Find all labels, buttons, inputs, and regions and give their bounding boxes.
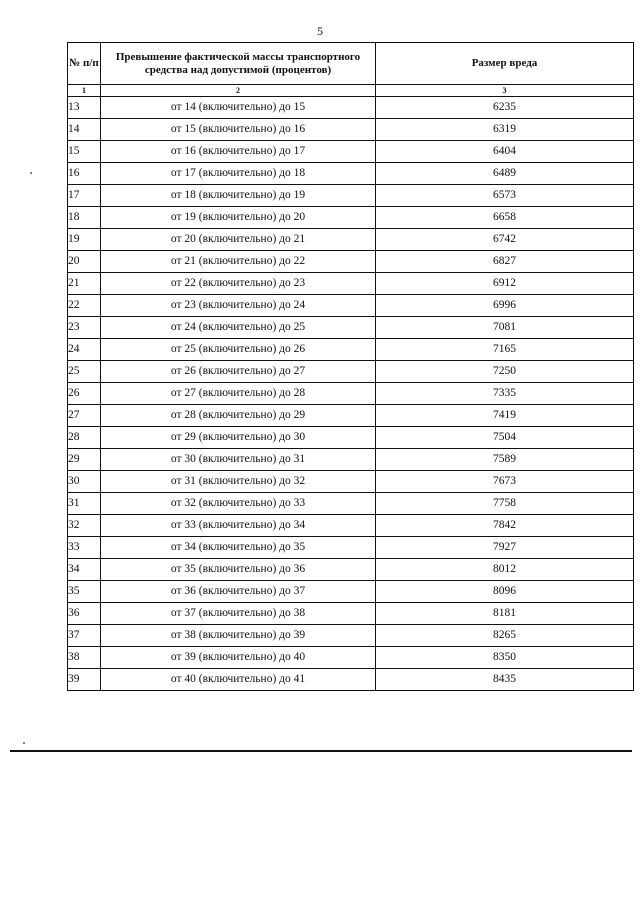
table-row [68, 273, 634, 295]
table-row [68, 141, 634, 163]
row-number: 19 [68, 229, 101, 251]
row-number: 20 [68, 251, 101, 273]
table-row [68, 295, 634, 317]
row-number: 37 [68, 625, 101, 647]
table-row [68, 119, 634, 141]
mass-excess-range: от 31 (включительно) до 32 [101, 471, 376, 493]
harm-amount: 6742 [376, 229, 634, 251]
row-number: 27 [68, 405, 101, 427]
mass-excess-range: от 32 (включительно) до 33 [101, 493, 376, 515]
mass-excess-range: от 20 (включительно) до 21 [101, 229, 376, 251]
table-row [68, 229, 634, 251]
harm-amount: 7589 [376, 449, 634, 471]
table-row [68, 559, 634, 581]
harm-amount: 8350 [376, 647, 634, 669]
harm-amount: 7673 [376, 471, 634, 493]
row-number: 22 [68, 295, 101, 317]
row-number: 23 [68, 317, 101, 339]
mass-excess-range: от 36 (включительно) до 37 [101, 581, 376, 603]
mass-excess-range: от 14 (включительно) до 15 [101, 97, 376, 119]
column-number: 1 [68, 85, 101, 97]
mass-excess-range: от 30 (включительно) до 31 [101, 449, 376, 471]
mass-excess-range: от 18 (включительно) до 19 [101, 185, 376, 207]
mass-excess-range: от 15 (включительно) до 16 [101, 119, 376, 141]
table-row [68, 603, 634, 625]
harm-amount: 6235 [376, 97, 634, 119]
harm-amount: 6658 [376, 207, 634, 229]
table-row [68, 537, 634, 559]
mass-excess-range: от 38 (включительно) до 39 [101, 625, 376, 647]
row-number: 32 [68, 515, 101, 537]
column-number: 2 [101, 85, 376, 97]
harm-amount: 7504 [376, 427, 634, 449]
mass-excess-range: от 21 (включительно) до 22 [101, 251, 376, 273]
mass-excess-range: от 29 (включительно) до 30 [101, 427, 376, 449]
table-row [68, 669, 634, 691]
table-row [68, 625, 634, 647]
row-number: 28 [68, 427, 101, 449]
harm-amount: 7419 [376, 405, 634, 427]
mass-excess-range: от 16 (включительно) до 17 [101, 141, 376, 163]
harm-table [67, 42, 634, 691]
table-row [68, 471, 634, 493]
mass-excess-range: от 37 (включительно) до 38 [101, 603, 376, 625]
table-row [68, 493, 634, 515]
mass-excess-range: от 34 (включительно) до 35 [101, 537, 376, 559]
row-number: 33 [68, 537, 101, 559]
row-number: 18 [68, 207, 101, 229]
harm-amount: 6996 [376, 295, 634, 317]
harm-amount: 7250 [376, 361, 634, 383]
harm-amount: 6827 [376, 251, 634, 273]
harm-amount: 6573 [376, 185, 634, 207]
row-number: 39 [68, 669, 101, 691]
row-number: 31 [68, 493, 101, 515]
table-row [68, 97, 634, 119]
row-number: 17 [68, 185, 101, 207]
mass-excess-range: от 35 (включительно) до 36 [101, 559, 376, 581]
header-description: Превышение фактической массы транспортного средства над допустимой (процентов) [101, 43, 376, 85]
row-number: 14 [68, 119, 101, 141]
header-size: Размер вреда [376, 43, 634, 85]
mass-excess-range: от 17 (включительно) до 18 [101, 163, 376, 185]
header-number: № п/п [68, 43, 101, 85]
mass-excess-range: от 40 (включительно) до 41 [101, 669, 376, 691]
mass-excess-range: от 33 (включительно) до 34 [101, 515, 376, 537]
mass-excess-range: от 28 (включительно) до 29 [101, 405, 376, 427]
row-number: 34 [68, 559, 101, 581]
harm-amount: 7165 [376, 339, 634, 361]
mass-excess-range: от 26 (включительно) до 27 [101, 361, 376, 383]
row-number: 16 [68, 163, 101, 185]
table-row [68, 427, 634, 449]
harm-amount: 8181 [376, 603, 634, 625]
harm-amount: 8265 [376, 625, 634, 647]
row-number: 21 [68, 273, 101, 295]
mass-excess-range: от 39 (включительно) до 40 [101, 647, 376, 669]
harm-amount: 8435 [376, 669, 634, 691]
table-header-row [68, 43, 634, 85]
row-number: 26 [68, 383, 101, 405]
scan-speck [23, 742, 25, 744]
bottom-rule [10, 750, 632, 752]
column-number: 3 [376, 85, 634, 97]
table-row [68, 185, 634, 207]
mass-excess-range: от 27 (включительно) до 28 [101, 383, 376, 405]
table-row [68, 383, 634, 405]
mass-excess-range: от 24 (включительно) до 25 [101, 317, 376, 339]
table-row [68, 647, 634, 669]
harm-amount: 7927 [376, 537, 634, 559]
row-number: 13 [68, 97, 101, 119]
harm-amount: 7842 [376, 515, 634, 537]
row-number: 25 [68, 361, 101, 383]
table-row [68, 581, 634, 603]
table-row [68, 251, 634, 273]
row-number: 35 [68, 581, 101, 603]
row-number: 24 [68, 339, 101, 361]
harm-amount: 8096 [376, 581, 634, 603]
harm-amount: 7335 [376, 383, 634, 405]
harm-amount: 7081 [376, 317, 634, 339]
harm-amount: 8012 [376, 559, 634, 581]
row-number: 29 [68, 449, 101, 471]
table-row [68, 449, 634, 471]
mass-excess-range: от 23 (включительно) до 24 [101, 295, 376, 317]
row-number: 38 [68, 647, 101, 669]
harm-amount: 6489 [376, 163, 634, 185]
table-row [68, 163, 634, 185]
row-number: 15 [68, 141, 101, 163]
mass-excess-range: от 25 (включительно) до 26 [101, 339, 376, 361]
column-numbers-row [68, 85, 634, 97]
harm-amount: 6404 [376, 141, 634, 163]
harm-amount: 6319 [376, 119, 634, 141]
scan-speck [30, 172, 32, 174]
row-number: 36 [68, 603, 101, 625]
row-number: 30 [68, 471, 101, 493]
table-row [68, 515, 634, 537]
table-row [68, 207, 634, 229]
mass-excess-range: от 22 (включительно) до 23 [101, 273, 376, 295]
table-body [68, 97, 634, 691]
table-row [68, 339, 634, 361]
page-number: 5 [317, 24, 323, 38]
table-row [68, 405, 634, 427]
mass-excess-range: от 19 (включительно) до 20 [101, 207, 376, 229]
table-row [68, 317, 634, 339]
harm-amount: 6912 [376, 273, 634, 295]
harm-amount: 7758 [376, 493, 634, 515]
table-row [68, 361, 634, 383]
